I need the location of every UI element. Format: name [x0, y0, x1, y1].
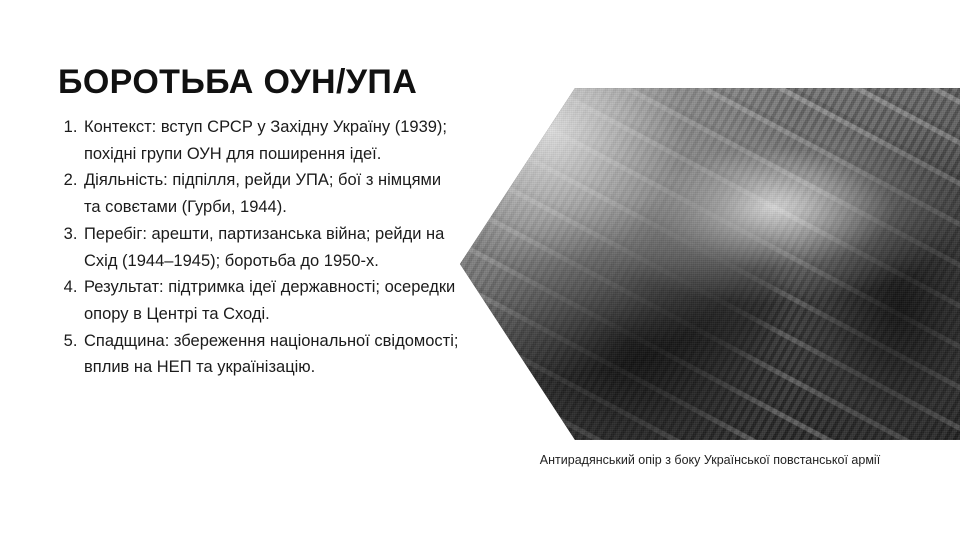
- list-item: 3. Перебіг: арешти, партизанська війна; рейди на Схід (1944–1945); боротьба до 1950-х.: [82, 221, 462, 274]
- list-item: 5. Спадщина: збереження національної свідомості; вплив на НЕП та українізацію.: [82, 328, 462, 381]
- photo-surface: [460, 88, 960, 440]
- list-item: 1. Контекст: вступ СРСР у Західну Україну (1939); похідні групи ОУН для поширення ідеї.: [82, 114, 462, 167]
- list-item: 2. Діяльність: підпілля, рейди УПА; бої з німцями та совєтами (Гурби, 1944).: [82, 167, 462, 220]
- list-item: 4. Результат: підтримка ідеї державності; осередки опору в Центрі та Сході.: [82, 274, 462, 327]
- historical-photo-upa-soldiers: [460, 88, 960, 440]
- image-caption: Антирадянський опір з боку Української повстанської армії: [539, 453, 881, 467]
- page-title: БОРОТЬБА ОУН/УПА: [58, 62, 418, 101]
- bullet-list: [60, 114, 462, 381]
